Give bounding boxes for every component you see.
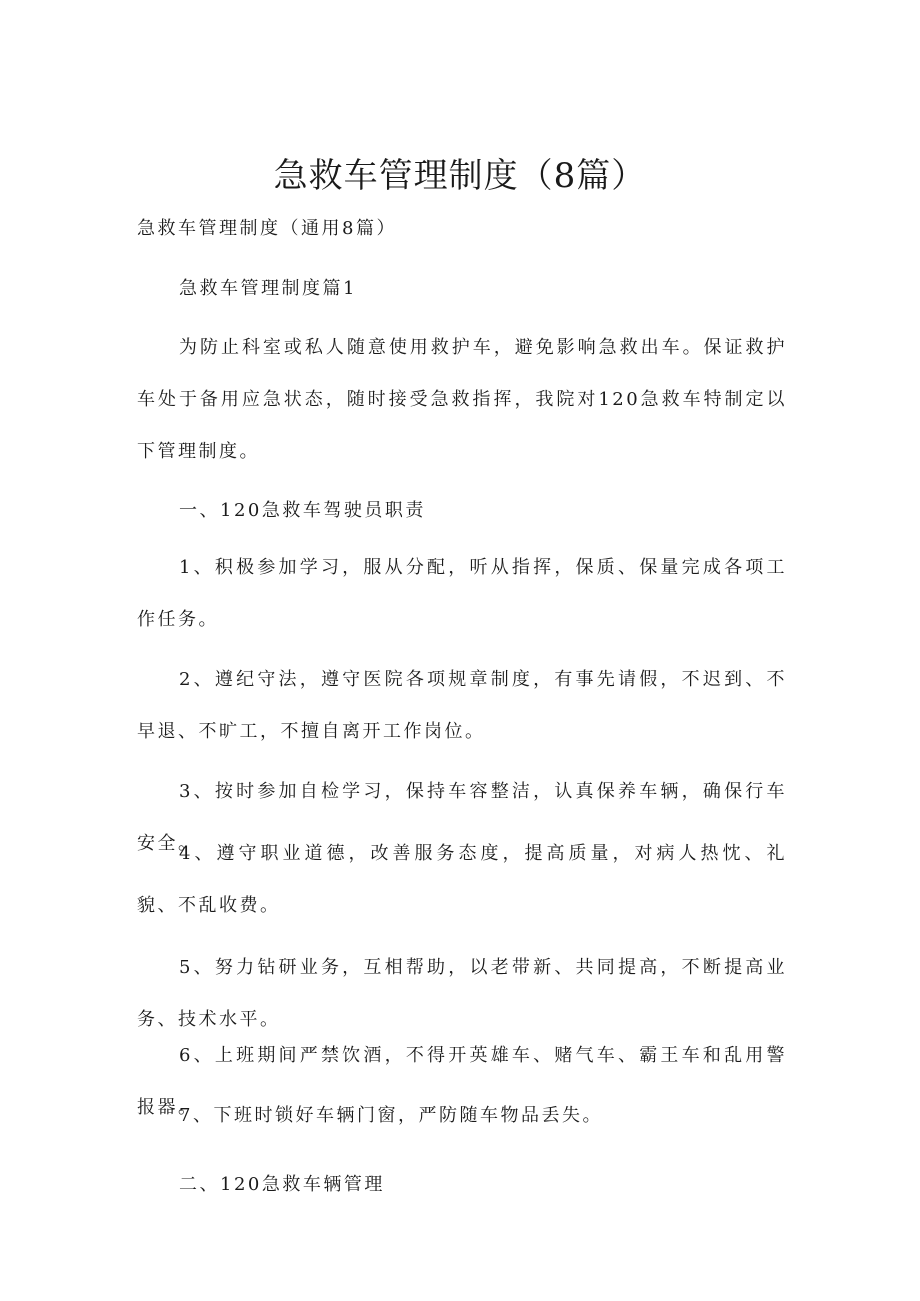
document-subtitle: 急救车管理制度（通用8篇）	[137, 218, 397, 239]
section-title: 急救车管理制度篇1	[179, 278, 357, 299]
list-item: 4、遵守职业道德，改善服务态度，提高质量，对病人热忱、礼貌、不乱收费。	[137, 843, 787, 916]
intro-paragraph: 为防止科室或私人随意使用救护车，避免影响急救出车。保证救护车处于备用应急状态，随时接受急救指挥，我院对120急救车特制定以下管理制度。	[137, 337, 787, 462]
list-item: 2、遵纪守法，遵守医院各项规章制度，有事先请假，不迟到、不早退、不旷工，不擅自离开工作岗位。	[137, 669, 787, 742]
heading-vehicle-management: 二、120急救车辆管理	[179, 1174, 385, 1195]
list-item: 5、努力钻研业务，互相帮助，以老带新、共同提高，不断提高业务、技术水平。	[137, 957, 787, 1030]
list-item: 7、下班时锁好车辆门窗，严防随车物品丢失。	[179, 1105, 603, 1126]
document-title: 急救车管理制度（8篇）	[273, 156, 647, 196]
heading-driver-duties: 一、120急救车驾驶员职责	[179, 500, 426, 521]
list-item: 3、按时参加自检学习，保持车容整洁，认真保养车辆，确保行车安全。	[137, 781, 787, 854]
list-item: 6、上班期间严禁饮酒，不得开英雄车、赌气车、霸王车和乱用警报器。	[137, 1045, 787, 1118]
list-item: 1、积极参加学习，服从分配，听从指挥，保质、保量完成各项工作任务。	[137, 557, 787, 630]
